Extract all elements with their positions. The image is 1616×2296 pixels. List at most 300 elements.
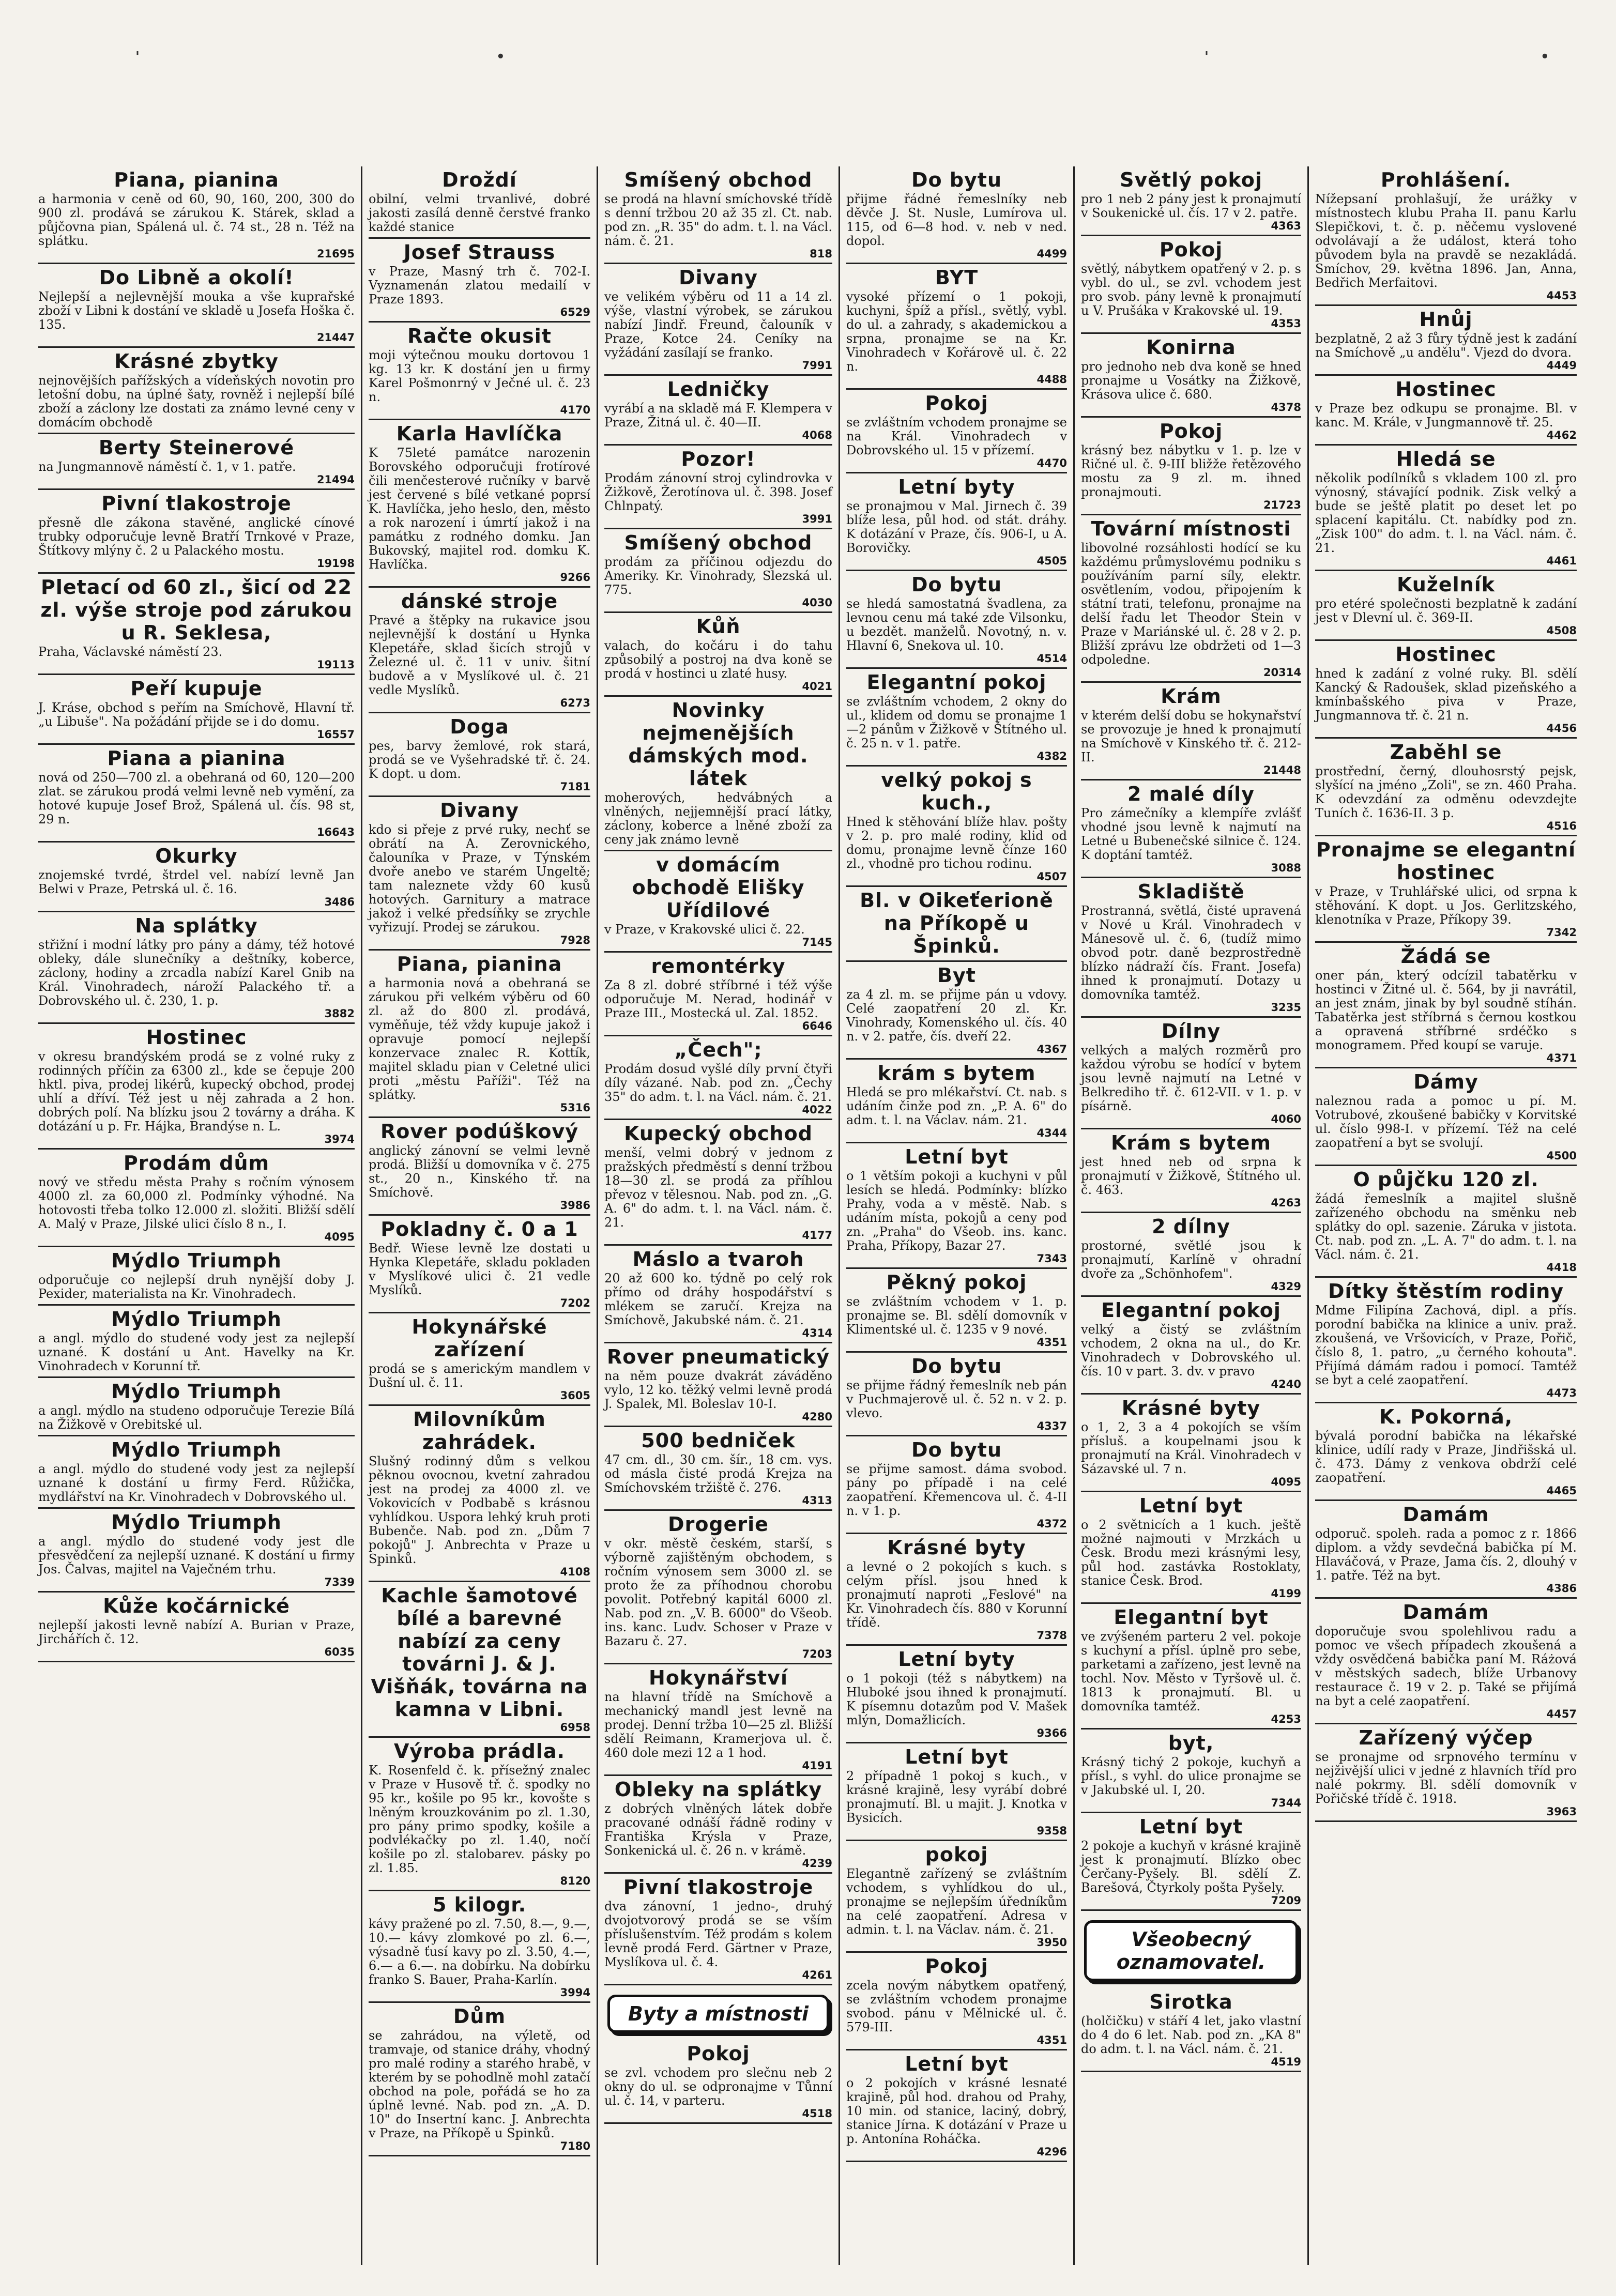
- print-mark: •: [1541, 49, 1549, 65]
- ad-body: 2 pokoje a kuchyň v krásné krajině jest k pronajmutí. Blízko obec Čerčany-Pyšely. Bl. sdělí Z. Barešová, Čtyrkoly pošta Pyšely.: [1081, 1839, 1301, 1895]
- ad-title: „Čech";: [674, 1038, 763, 1061]
- ad-divider: [1081, 2071, 1301, 2072]
- ad-title: Do bytu: [911, 169, 1002, 191]
- ad-divider: [369, 795, 590, 797]
- ad-title: Piana a pianina: [107, 747, 286, 770]
- ad-divider: [604, 2122, 832, 2124]
- ad-title: Drogerie: [668, 1513, 769, 1536]
- ad-divider: [846, 1267, 1067, 1269]
- classified-ad: [1315, 838, 1577, 943]
- ad-body: odporuč. spoleh. rada a pomoc z r. 1866 diplom. a vždy sevdečná babička pí M. Hlaváčová, v Praze, Jama čís. 2, dlouhý v 1. patře. Též na byt.: [1315, 1526, 1577, 1583]
- ad-divider: [38, 1435, 355, 1436]
- column-1: [32, 166, 361, 2265]
- ad-body: vyrábí a na skladě má F. Klempera v Praze, Žitná ul. č. 40—II.: [604, 401, 832, 430]
- ad-title: Kachle šamotové bílé a barevné nabízí za ceny továrni J. & J. Višňák, továrna na kamna v Libni.: [371, 1584, 588, 1721]
- ad-number: 3994: [560, 1986, 590, 1999]
- ad-number: 4313: [802, 1494, 832, 1507]
- ad-number: 3882: [324, 1007, 355, 1020]
- ad-body: na hlavní třídě na Smíchově a mechanický mandl jest levně na prodej. Denní tržba 10—25 zl. Bližší sdělí Reimann, Kramerjova ul. č. 460 dole mezi 12 a 1 hod.: [604, 1690, 832, 1760]
- classified-ad: [1315, 573, 1577, 641]
- ad-number: 7180: [560, 2140, 590, 2152]
- ad-body: v Praze, v Truhlářské ulici, od srpna k stěhování. K dopt. u Jos. Gerlitzského, klenotníka v Praze, Příkopy 39.: [1315, 884, 1577, 927]
- ad-title: Dům: [453, 2005, 506, 2028]
- ad-number: 19113: [316, 659, 355, 671]
- classified-ad: [846, 2053, 1067, 2162]
- ad-body: prodám za příčinou odjezdu do Ameriky. Kr. Vinohrady, Slezská ul. 775.: [604, 555, 832, 597]
- ad-body: menší, velmi dobrý v jednom z pražských předměstí s denní tržbou 18—30 zl. se prodá za příhlou převoz v tělesnou. Nab. pod zn. „G. A. 6" do adm. t. l. na Václ. nám. č. 21.: [604, 1145, 832, 1230]
- classified-ad: [846, 1271, 1067, 1353]
- classified-ad: [846, 1145, 1067, 1269]
- ad-divider: [604, 1244, 832, 1246]
- classified-ad: [38, 169, 355, 264]
- ad-divider: [846, 765, 1067, 767]
- classified-ad: [369, 1218, 590, 1313]
- ad-title: Hokynářské zařízení: [411, 1315, 547, 1361]
- ad-body: se prodá na hlavní smíchovské třídě s denní tržbou 20 až 35 zl. Ct. nab. pod zn. „R. 35" do adm. t. l. na Václ. nám. č. 21.: [604, 192, 832, 248]
- ad-number: 4296: [1036, 2146, 1067, 2158]
- ad-number: 9266: [560, 571, 590, 584]
- ad-number: 7339: [324, 1576, 355, 1588]
- ad-title: Pokoj: [1159, 420, 1223, 442]
- ad-body: o 2 světnicích a 1 kuch. ještě možné najmouti v Mrzkách u Česk. Brodu mezi krásnými lesy, půl hod. zastávka Rostoklaty, stanice Česk. Brod.: [1081, 1518, 1301, 1588]
- section-banner-vseobecny: Všeobecný oznamovatel.: [1084, 1920, 1298, 1981]
- ad-body: a harmonia nová a obehraná se zárukou při velkém výběru od 60 zl. až do 800 zl. prodává, vyměňuje, též vždy kupuje jakož i opravuje pomocí nejlepší konzervace znalec R. Kottík, majitel skladu pian v Celetné ulici proti „městu Paříži". Též na splátky.: [369, 976, 590, 1102]
- ad-number: 4386: [1546, 1582, 1577, 1595]
- ad-number: 3235: [1271, 1001, 1301, 1014]
- ad-divider: [1081, 1295, 1301, 1297]
- classified-ad: [1081, 517, 1301, 683]
- classified-ad: [846, 1746, 1067, 1841]
- ad-number: 4367: [1036, 1043, 1067, 1055]
- classified-ad: [1315, 945, 1577, 1068]
- classified-ad: [1315, 1405, 1577, 1501]
- ad-number: 4344: [1036, 1127, 1067, 1139]
- ad-divider: [604, 850, 832, 851]
- classified-ad: [369, 1893, 590, 2003]
- classified-ad: [846, 1843, 1067, 1953]
- ad-title: Sirotka: [1149, 1991, 1233, 2013]
- ad-divider: [1081, 235, 1301, 236]
- classified-ad: [1315, 448, 1577, 571]
- ad-body: 47 cm. dl., 30 cm. šír., 18 cm. vys. od másla čisté prodá Krejza na Smíchovském tržiště č. 276.: [604, 1452, 832, 1495]
- ad-divider: [1081, 1128, 1301, 1129]
- ad-title: v domácím obchodě Elišky Uřídilové: [632, 853, 805, 922]
- ad-title: Mýdlo Triumph: [111, 1249, 282, 1272]
- classified-ad: [604, 1778, 832, 1874]
- ad-body: a harmonia v ceně od 60, 90, 160, 200, 300 do 900 zl. prodává se zárukou K. Stárek, sklad a půjčovna pian, Spálená ul. č. 74 st., 28 n. Též na splátku.: [38, 192, 355, 248]
- ad-title: Dámy: [1413, 1070, 1478, 1093]
- ad-body: několik podílníků s vkladem 100 zl. pro výnosný, stávající podnik. Zisk velký a bude se ještě platit po deset let po splacení kapitálu. Ct. nabídky pod zn. „Zisk 100" do adm. t. l. na Václ. nám. č. 21.: [1315, 471, 1577, 555]
- ad-divider: [369, 949, 590, 951]
- ad-divider: [369, 1116, 590, 1118]
- ad-number: 4199: [1271, 1587, 1301, 1600]
- ad-body: Mdme Filipína Zachová, dipl. a přís. porodní babička na klinice a univ. praž. zkoušená, ve Vršovicích, v Praze, Pořič, číslo 8, 1. patro, „u černého kohouta". Přijímá dámám radou i pomocí. Tamtéž se byt a celé zaopatření.: [1315, 1303, 1577, 1387]
- classified-ad: [604, 615, 832, 697]
- ad-divider: [604, 1035, 832, 1036]
- ad-number: 4382: [1036, 750, 1067, 762]
- ad-body: znojemské tvrdé, štrdel vel. nabízí levně Jan Belwi v Praze, Petrská ul. č. 16.: [38, 868, 355, 896]
- ad-divider: [1081, 332, 1301, 334]
- ad-divider: [369, 2001, 590, 2003]
- ad-title: Do Libně a okolí!: [99, 266, 294, 289]
- classified-ad: [846, 1355, 1067, 1436]
- classified-page: [32, 166, 1583, 2265]
- ad-divider: [38, 1591, 355, 1593]
- ad-title: Okurky: [155, 845, 238, 867]
- ad-divider: [1081, 514, 1301, 515]
- ad-title: Pokoj: [1159, 238, 1223, 261]
- classified-ad: [1081, 1397, 1301, 1492]
- ad-body: v Praze, v Krakovské ulici č. 22.: [604, 922, 805, 937]
- ad-title: Josef Strauss: [403, 241, 556, 264]
- classified-ad: [369, 1120, 590, 1216]
- ad-divider: [38, 572, 355, 574]
- classified-ad: [1315, 741, 1577, 836]
- ad-title: Pronajme se elegantní hostinec: [1316, 838, 1576, 884]
- ad-divider: [846, 1742, 1067, 1743]
- ad-body: na Jungmannově náměstí č. 1, v 1. patře.: [38, 460, 296, 474]
- ad-title: Berty Steinerové: [98, 436, 295, 459]
- ad-title: Rover podúškový: [380, 1120, 578, 1143]
- ad-body: pro etéré společnosti bezplatně k zadání jest v Dlevní ul. č. 369-II.: [1315, 596, 1577, 625]
- ad-title: Výroba prádla.: [394, 1740, 565, 1763]
- ad-divider: [604, 1984, 832, 1985]
- ad-divider: [1315, 639, 1577, 641]
- ad-body: Hned k stěhování blíže hlav. pošty v 2. p. pro malé rodiny, klid od domu, pronajme levně čínze 160 zl., vhodně pro tichou rodinu.: [846, 815, 1067, 871]
- ad-divider: [1315, 737, 1577, 739]
- classified-ad: [604, 1429, 832, 1511]
- ad-divider: [1315, 1820, 1577, 1822]
- ad-divider: [369, 419, 590, 420]
- ad-title: Smíšený obchod: [624, 169, 813, 191]
- ad-number: 4068: [802, 429, 832, 441]
- classified-ad: [369, 799, 590, 951]
- classified-ad: [1081, 420, 1301, 515]
- ad-divider: [369, 1890, 590, 1891]
- ad-number: 4453: [1546, 289, 1577, 302]
- ad-title: Obleky na splátky: [614, 1778, 822, 1801]
- ad-body: se hledá samostatná švadlena, za levnou cenu má také zde Vilsonku, u bezdět. manželů. Novotný, n. v. Hlavní 6, Snekova ul. 10.: [846, 596, 1067, 653]
- ad-divider: [846, 2049, 1067, 2050]
- ad-title: Pozor!: [681, 448, 756, 470]
- ad-divider: [1315, 1402, 1577, 1403]
- ad-body: Za 8 zl. dobré stříbrné i též výše odporučuje M. Nerad, hodinář v Praze III., Mostecká ul. Zal. 1852.: [604, 978, 832, 1020]
- ad-title: krám s bytem: [877, 1062, 1036, 1084]
- classified-ad: [1081, 238, 1301, 334]
- classified-ad: [38, 1438, 355, 1509]
- classified-ad: [38, 1026, 355, 1150]
- ad-title: Skladiště: [1137, 880, 1245, 903]
- ad-title: Piana, pianina: [114, 169, 279, 191]
- classified-ad: [1315, 308, 1577, 376]
- ad-divider: [1081, 1393, 1301, 1395]
- ad-title: Rover pneumatický: [607, 1345, 830, 1368]
- ad-title: 5 kilogr.: [432, 1893, 527, 1916]
- ad-title: Tovární místnosti: [1091, 517, 1291, 540]
- ad-divider: [38, 911, 355, 912]
- ad-number: 6273: [560, 697, 590, 709]
- ad-divider: [38, 841, 355, 843]
- classified-ad: [846, 1648, 1067, 1743]
- classified-ad: [846, 392, 1067, 473]
- ad-title: Kupecký obchod: [624, 1122, 813, 1145]
- classified-ad: [369, 241, 590, 323]
- ad-number: 4488: [1036, 373, 1067, 386]
- ad-number: 21494: [316, 473, 355, 486]
- ad-title: Doga: [450, 715, 509, 738]
- ad-number: 4095: [1271, 1476, 1301, 1488]
- ad-number: 16557: [316, 728, 355, 741]
- ad-divider: [846, 1142, 1067, 1143]
- ad-divider: [846, 2161, 1067, 2162]
- classified-ad: [38, 1249, 355, 1306]
- ad-title: Pivní tlakostroje: [101, 492, 292, 515]
- ad-divider: [1081, 877, 1301, 878]
- ad-number: 7344: [1271, 1797, 1301, 1809]
- ad-number: 21695: [316, 248, 355, 260]
- ad-divider: [846, 1951, 1067, 1953]
- classified-ad: [846, 476, 1067, 571]
- classified-ad: [38, 914, 355, 1024]
- ad-title: Letní byt: [1139, 1494, 1243, 1517]
- ad-body: jest hned neb od srpna k pronajmutí v Žižkově, Štítného ul. č. 463.: [1081, 1155, 1301, 1197]
- ad-body: doporučuje svou spolehlivou radu a pomoc ve všech případech zkoušená a vždy osvědčená babička paní M. Ráżová v městských sadech, blíže Urbanovy restaurace č. 19 v 2. p. Také se přijímá na byt a celé zaopatření.: [1315, 1624, 1577, 1708]
- ad-number: 21723: [1263, 499, 1301, 511]
- ad-title: Mýdlo Triumph: [111, 1380, 282, 1403]
- ad-body: v kterém delší dobu se hokynařství se provozuje je hned k pronajmutí na Smíchově v Kinského tř. č. 212-II.: [1081, 708, 1301, 764]
- classified-ad: [1081, 169, 1301, 236]
- ad-body: za 4 zl. m. se přijme pán u vdovy. Celé zaopatření 20 zl. Kr. Vinohrady, Komenského ul. čís. 40 n. v 2. patře, čís. dveří 22.: [846, 987, 1067, 1044]
- classified-ad: [604, 853, 832, 953]
- ad-divider: [369, 237, 590, 239]
- ad-number: 3974: [324, 1133, 355, 1145]
- ad-number: 4519: [1271, 2056, 1301, 2068]
- ad-body: pes, barvy žemlové, rok stará, prodá se ve Vyšehradské tř. č. 24. K dopt. u dom.: [369, 739, 590, 781]
- ad-body: střižní i modní látky pro pány a dámy, též hotové obleky, dále slunečníky a deštníky, koberce, záclony, hodiny a zrcadla nabízí Karel Gnib na Král. Vinohradech, nároží Palackého tř. a Dobrovského ul. č. 230, 1. p.: [38, 938, 355, 1008]
- classified-ad: [38, 1308, 355, 1378]
- ad-title: Damám: [1402, 1601, 1489, 1624]
- ad-divider: [846, 1840, 1067, 1841]
- ad-divider: [604, 528, 832, 529]
- ad-title: BYT: [935, 266, 979, 289]
- ad-body: v Praze, Masný trh č. 702-I. Vyznamenán zlatou medailí v Praze 1893.: [369, 264, 590, 307]
- ad-divider: [1315, 941, 1577, 943]
- ad-title: K. Pokorná,: [1379, 1405, 1513, 1428]
- ad-body: na něm pouze dvakrát záváděno vylo, 12 ko. těžký velmi levně prodá J. Spalek, Ml. Boleslav 10-I.: [604, 1369, 832, 1411]
- ad-number: 4030: [802, 596, 832, 609]
- ad-divider: [1315, 1067, 1577, 1068]
- ad-title: Karla Havlíčka: [396, 422, 563, 445]
- print-mark: ': [1205, 49, 1209, 65]
- ad-number: 19198: [316, 557, 355, 570]
- ad-body: moji výtečnou mouku dortovou 1 kg. 13 kr. K dostání jen u firmy Karel Pošmonrný v Ječné ul. č. 23 n.: [369, 348, 590, 404]
- ad-title: 2 malé díly: [1127, 783, 1255, 805]
- ad-divider: [38, 1148, 355, 1150]
- classified-ad: [604, 531, 832, 613]
- ad-body: a angl. mýdlo do studené vody jest za nejlepší uznané. K dostání u Ant. Havelky na Kr. Vinohradech v Korunní tř.: [38, 1331, 355, 1373]
- ad-number: 4461: [1546, 555, 1577, 567]
- ad-number: 7378: [1036, 1629, 1067, 1642]
- ad-divider: [1081, 416, 1301, 418]
- classified-ad: [38, 1595, 355, 1662]
- ad-body: hned k zadání z volné ruky. Bl. sdělí Kancký & Radoušek, sklad pizeňského a kmínbašského piva v Praze, Jungmannova tř. č. 21 n.: [1315, 666, 1577, 723]
- classified-ad: [1315, 1601, 1577, 1724]
- ad-divider: [369, 321, 590, 323]
- ad-divider: [1081, 1491, 1301, 1492]
- ad-divider: [604, 1509, 832, 1511]
- ad-body: Praha, Václavské náměstí 23.: [38, 645, 223, 659]
- classified-ad: [1081, 1991, 1301, 2072]
- ad-number: 4465: [1546, 1484, 1577, 1497]
- ad-divider: [846, 1351, 1067, 1353]
- ad-divider: [38, 1246, 355, 1247]
- ad-divider: [846, 960, 1067, 962]
- ad-number: 3950: [1036, 1936, 1067, 1949]
- ad-divider: [38, 674, 355, 675]
- ad-title: Krásné byty: [1121, 1397, 1261, 1419]
- ad-divider: [846, 1435, 1067, 1436]
- ad-title: Pokladny č. 0 a 1: [380, 1218, 578, 1241]
- ad-number: 7202: [560, 1297, 590, 1309]
- ad-number: 9358: [1036, 1825, 1067, 1837]
- ad-number: 4095: [324, 1231, 355, 1243]
- classified-ad: [38, 747, 355, 843]
- ad-number: 6529: [560, 306, 590, 318]
- classified-ad: [846, 169, 1067, 264]
- ad-divider: [369, 1404, 590, 1406]
- classified-ad: [1081, 1131, 1301, 1213]
- classified-ad: [369, 715, 590, 797]
- ad-divider: [1081, 1728, 1301, 1729]
- ad-title: O půjčku 120 zl.: [1353, 1168, 1539, 1191]
- ad-number: 4456: [1546, 722, 1577, 734]
- ad-divider: [604, 444, 832, 446]
- ad-divider: [1315, 1499, 1577, 1501]
- ad-title: Kůže kočárnické: [103, 1595, 290, 1617]
- ad-number: 4514: [1036, 652, 1067, 665]
- ad-number: 4351: [1036, 2034, 1067, 2046]
- ad-number: 8120: [560, 1875, 590, 1887]
- ad-body: světlý, nábytkem opatřený v 2. p. s vybl. do ul., se zvl. vchodem jest pro svob. pány levně k pronajmutí u V. Prušáka v Krakovské ul. 19.: [1081, 262, 1301, 318]
- classified-ad: [846, 964, 1067, 1060]
- ad-divider: [604, 263, 832, 264]
- ad-title: Kůň: [696, 615, 741, 638]
- ad-divider: [1081, 1909, 1301, 1911]
- ad-title: Konirna: [1146, 336, 1236, 359]
- ad-number: 4473: [1546, 1387, 1577, 1399]
- classified-ad: [846, 1536, 1067, 1646]
- classified-ad: [604, 1038, 832, 1120]
- ad-body: Pravé a štěpky na rukavice jsou nejlevnější k dostání u Hynka Klepetáře, sklad šicích strojů v Železné ul. č. 11 v univ. šitní budově a v Myslíkové ul. č. 21 vedle Myslíků.: [369, 613, 590, 697]
- ad-number: 4363: [1271, 220, 1301, 232]
- ad-body: valach, do kočáru i do tahu způsobilý a postroj na dva koně se prodá v hostinci u zlaté husy.: [604, 638, 832, 681]
- ad-body: a levné o 2 pokojích s kuch. s celým přísl. jsou hned k pronajmutí naproti „Feslové" na Kr. Vinohradech čís. 880 v Korunní třídě.: [846, 1559, 1067, 1630]
- column-5: [1073, 166, 1307, 2265]
- ad-body: Hledá se pro mlékařství. Ct. nab. s udáním činže pod zn. „P. A. 6" do adm. t. l. na Václav. nám. 21.: [846, 1085, 1067, 1127]
- classified-ad: [846, 573, 1067, 669]
- classified-ad: [1081, 1299, 1301, 1395]
- ad-title: Elegantní pokoj: [1101, 1299, 1281, 1322]
- classified-ad: [846, 769, 1067, 887]
- ad-body: Elegantně zařízený se zvláštním vchodem, s vyhlídkou do ul., pronajme se nejlepším úředníkům na celé zaopatření. Adresa v admin. t. l. na Václav. nám. č. 21.: [846, 1866, 1067, 1937]
- ad-divider: [1315, 1276, 1577, 1278]
- ad-divider: [1081, 1812, 1301, 1813]
- classified-ad: [38, 436, 355, 490]
- ad-divider: [604, 1342, 832, 1343]
- ad-title: Piana, pianina: [397, 953, 562, 975]
- ad-body: Prodám dosud vyšlé díly první čtyři díly vázané. Nab. pod zn. „Čechy 35" do adm. t. l. na Václ. nám. č. 21.: [604, 1062, 832, 1104]
- ad-divider: [846, 388, 1067, 390]
- ad-title: Pletací od 60 zl., šicí od 22 zl. výše stroje pod zárukou u R. Seklesa,: [40, 576, 353, 644]
- ad-number: 5316: [560, 1101, 590, 1114]
- ad-body: odporučuje co nejlepší druh nynější doby J. Pexider, materialista na Kr. Vinohradech.: [38, 1273, 355, 1301]
- ad-number: 4378: [1271, 401, 1301, 414]
- section-banner-byty: Byty a místnosti: [607, 1995, 829, 2033]
- ad-number: 21448: [1263, 764, 1301, 776]
- ad-divider: [1315, 1723, 1577, 1724]
- classified-ad: [846, 266, 1067, 390]
- ad-body: kdo si přeje z prvé ruky, nechť se obrátí na A. Zerovnického, čalouníka v Praze, v Týnském dvoře anebo ve starém Ungeltě; tam naleznete vždy 60 kusů hotových. Garnitury a matrace jakož i velké předsíňky se zrychle vyřizují. Prodej se zárukou.: [369, 822, 590, 935]
- classified-ad: [1081, 1215, 1301, 1297]
- ad-number: 4253: [1271, 1713, 1301, 1725]
- classified-ad: [604, 699, 832, 851]
- ad-title: Ledničky: [667, 378, 770, 401]
- classified-ad: [1081, 880, 1301, 1018]
- ad-title: Pěkný pokoj: [886, 1271, 1027, 1294]
- classified-ad: [1315, 378, 1577, 446]
- ad-title: Prodám dům: [123, 1152, 270, 1174]
- ad-divider: [1081, 681, 1301, 683]
- ad-divider: [369, 1312, 590, 1313]
- ad-number: 7209: [1271, 1894, 1301, 1907]
- ad-divider: [1081, 1602, 1301, 1604]
- ad-body: Krásný tichý 2 pokoje, kuchyň a přísl., s vyhl. do ulice pronajme se v Jakubské ul. I, 20.: [1081, 1755, 1301, 1797]
- ad-body: se zvl. vchodem pro slečnu neb 2 okny do ul. se odpronajme v Tůnní ul. č. 14, v parteru.: [604, 2065, 832, 2108]
- ad-body: a angl. mýdlo do studené vody jest za nejlepší uznané k dostání u firmy Ferd. Růžička, mydlářství na Kr. Vinohradech v Dobrovského ul.: [38, 1462, 355, 1504]
- ad-number: 3986: [560, 1199, 590, 1212]
- ad-body: pro 1 neb 2 pány jest k pronajmutí v Soukenické ul. čís. 17 v 2. patře.: [1081, 192, 1301, 220]
- ad-number: 4191: [802, 1759, 832, 1772]
- ad-body: přesně dle zákona stavěné, anglické cínové trubky odporučuje levně Bratří Trnkové v Praze, Štítkovy mlýny č. 2 u Palackého mostu.: [38, 515, 355, 558]
- ad-body: krásný bez nábytku v 1. p. lze v Ričné ul. č. 9-III bližže řetězového mostu za 9 zl. m. ihned pronajmouti.: [1081, 443, 1301, 499]
- ad-body: ve zvýšeném parteru 2 vel. pokoje s kuchyní a přísl. úplně pro sebe, parketami a zařízeno, jest levně na tochl. Nov. Město v Tyršově ul. č. 1813 k pronajmutí. Bl. u domovníka tamtéž.: [1081, 1629, 1301, 1713]
- ad-number: 4353: [1271, 317, 1301, 330]
- ad-body: bývalá porodní babička na lékařské klinice, udílí rady v Praze, Jindřišská ul. č. 473. Dámy z venkova obdrží celé zaopatření.: [1315, 1429, 1577, 1485]
- ad-divider: [38, 1661, 355, 1662]
- classified-ad: [1315, 1280, 1577, 1403]
- ad-title: velký pokoj s kuch.,: [881, 769, 1032, 814]
- ad-body: naleznou rada a pomoc u pí. M. Votrubové, zkoušené babičky v Korvitské ul. číslo 998-I. v přízemí. Též na celé zaopatření a byt se svolují.: [1315, 1094, 1577, 1150]
- ad-body: obilní, velmi trvanlivé, dobré jakosti zasílá denně čerstvé franko každé stanice: [369, 192, 590, 234]
- ad-title: Mýdlo Triumph: [111, 1511, 282, 1534]
- classified-ad: [1081, 1494, 1301, 1604]
- classified-ad: [369, 169, 590, 239]
- ad-number: 6646: [802, 1020, 832, 1032]
- ad-divider: [1081, 1016, 1301, 1018]
- ad-title: Zaběhl se: [1390, 741, 1502, 763]
- ad-body: se zvláštním vchodem, 2 okny do ul., klidem od domu se pronajme 1—2 pánům v Žižkově v Štítného ul. č. 25 n. v 1. patře.: [846, 694, 1067, 751]
- classified-ad: [604, 2042, 832, 2124]
- ad-title: 2 dílny: [1152, 1215, 1230, 1238]
- ad-number: 7203: [802, 1648, 832, 1660]
- ad-body: Pro zámečníky a klempíře zvlášť vhodné jsou levně k najmutí na Letné u Bubenečské silnice č. 124. K doptání tamtéž.: [1081, 806, 1301, 862]
- classified-ad: [604, 1666, 832, 1776]
- ad-body: prostorné, světlé jsou k pronajmutí, Karlíně v ohradní dvoře za „Schönhofem".: [1081, 1238, 1301, 1281]
- ad-number: 4449: [1546, 359, 1577, 372]
- ad-number: 4418: [1546, 1261, 1577, 1274]
- ad-number: 4507: [1036, 870, 1067, 883]
- classified-ad: [369, 1584, 590, 1738]
